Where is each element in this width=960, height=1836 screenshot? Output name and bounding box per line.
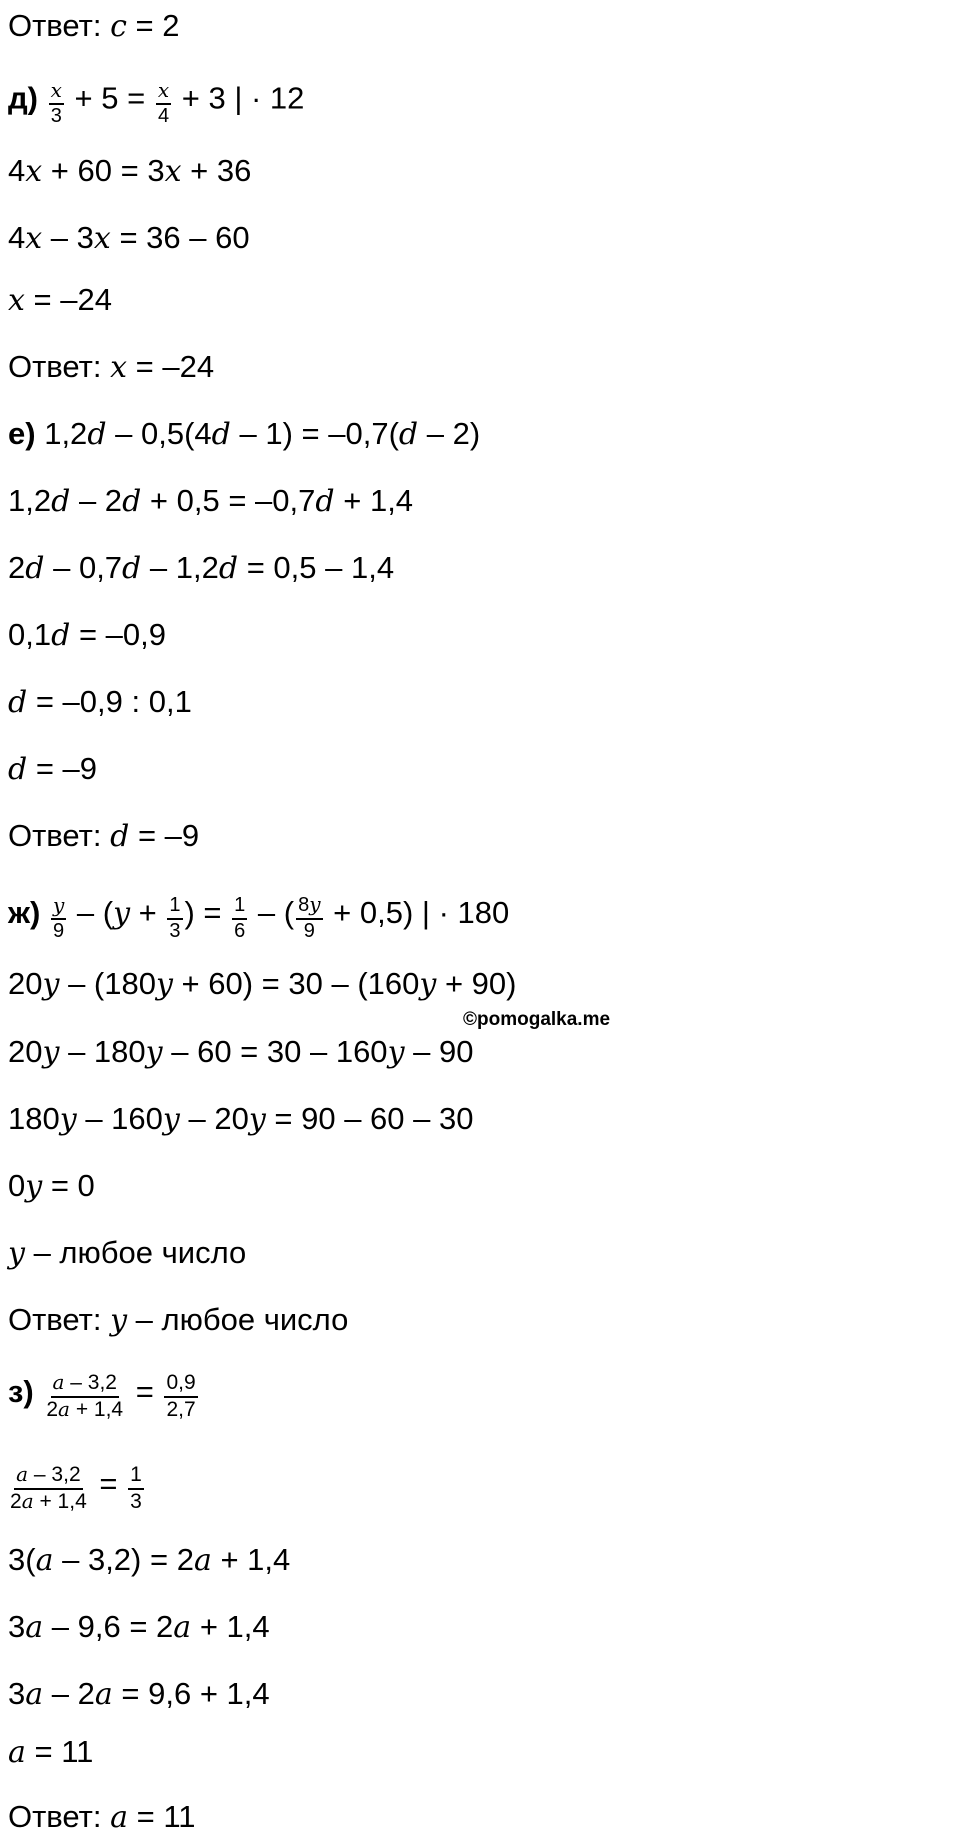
fraction	[164, 1371, 197, 1422]
variable: y	[155, 967, 173, 1002]
term: = 0	[50, 1168, 95, 1203]
variable: d	[8, 685, 28, 720]
variable: d	[218, 551, 239, 586]
term: 1,2	[44, 416, 88, 451]
term: +	[138, 895, 157, 931]
fraction-denominator	[44, 1398, 125, 1422]
term: + 60 = 3	[50, 153, 165, 188]
term: – 2)	[426, 416, 481, 451]
variable: d	[122, 551, 142, 586]
variable: x	[110, 350, 128, 385]
variable: a	[173, 1610, 192, 1645]
term: – 3,2) = 2	[62, 1542, 194, 1577]
equation-line	[8, 284, 112, 316]
variable: d	[110, 819, 130, 854]
expression: = 2	[135, 8, 180, 43]
variable: d	[122, 484, 142, 519]
expression: + 3 | · 12	[181, 80, 305, 116]
term: – 3	[50, 220, 94, 255]
variable: x	[8, 283, 25, 318]
answer-line-c	[8, 10, 180, 42]
variable: y	[8, 1236, 25, 1271]
term: + 1,4	[69, 1398, 124, 1422]
fraction	[128, 1463, 144, 1514]
term: – 0,7	[53, 550, 123, 585]
variable: a	[94, 1677, 113, 1712]
variable: d	[87, 417, 107, 452]
equation-line	[8, 1544, 290, 1576]
equation-e-header	[8, 418, 480, 450]
fraction	[49, 79, 64, 128]
fraction-denominator: 6	[234, 919, 246, 942]
answer-line-y	[8, 1304, 348, 1336]
fraction-numerator: 1	[167, 894, 182, 920]
term: + 1,4	[343, 483, 414, 518]
fraction-numerator	[14, 1463, 82, 1490]
variable: d	[398, 417, 419, 452]
variable: a	[8, 1735, 26, 1770]
term: – 180	[68, 1034, 146, 1069]
variable: a	[35, 1543, 54, 1578]
fraction	[167, 894, 182, 943]
fraction-numerator: 1	[232, 894, 247, 920]
expression: + 5 =	[74, 80, 146, 116]
term: = 9,6 + 1,4	[121, 1676, 270, 1711]
answer-line-x	[8, 351, 214, 383]
term: – 60 = 30 – 160	[171, 1034, 388, 1069]
variable: d	[315, 484, 335, 519]
term: 8	[298, 894, 310, 916]
variable: a	[193, 1543, 212, 1578]
term: 20	[8, 1034, 43, 1069]
problem-label: з)	[8, 1373, 34, 1409]
fraction-numerator	[51, 1371, 119, 1398]
watermark: ©pomogalka.me	[463, 1009, 611, 1030]
term: = –0,9	[78, 617, 167, 652]
term: – любое число	[33, 1235, 247, 1270]
term: 3	[8, 1609, 26, 1644]
expression: = –9	[137, 818, 200, 853]
equation-line	[8, 485, 413, 517]
expression: = –24	[135, 349, 215, 384]
term: = –9	[35, 751, 98, 786]
term: 0,1	[8, 617, 52, 652]
fraction-numerator: x	[49, 79, 64, 105]
term: + 60) = 30 – (160	[181, 966, 420, 1001]
term: = –0,9 : 0,1	[35, 684, 192, 719]
term: – 3,2	[64, 1371, 117, 1394]
variable: d	[8, 752, 28, 787]
term: 3	[8, 1676, 26, 1711]
term: – (	[76, 895, 114, 931]
fraction	[51, 894, 66, 943]
variable: y	[419, 967, 437, 1002]
answer-line-a	[8, 1801, 196, 1833]
variable: y	[387, 1035, 405, 1070]
fraction	[44, 1371, 125, 1422]
variable: a	[110, 1800, 128, 1835]
term: 2	[10, 1490, 22, 1514]
term: = 90 – 60 – 30	[274, 1101, 474, 1136]
variable: y	[25, 1169, 43, 1204]
variable: x	[93, 221, 111, 256]
answer-label: Ответ:	[8, 349, 102, 384]
fraction-denominator: 3	[169, 919, 181, 942]
term: – 20	[188, 1101, 249, 1136]
term: = 11	[34, 1734, 94, 1769]
term: – 1,2	[149, 550, 219, 585]
variable: a	[21, 1489, 34, 1514]
variable: a	[58, 1397, 70, 1422]
term: 0	[8, 1168, 26, 1203]
variable: c	[110, 9, 127, 44]
equation-line	[8, 1036, 473, 1068]
term: – (180	[68, 966, 156, 1001]
equation-line	[8, 1678, 270, 1710]
fraction-denominator: 4	[157, 105, 170, 127]
expression: = 11	[136, 1799, 196, 1834]
problem-label: д)	[8, 80, 39, 116]
equation-line	[8, 686, 192, 718]
variable: d	[211, 417, 231, 452]
equation-zh-header	[8, 890, 509, 940]
equation-d-header	[8, 76, 304, 125]
term: + 90)	[444, 966, 517, 1001]
variable: y	[42, 967, 60, 1002]
problem-label: е)	[8, 416, 36, 451]
variable: a	[16, 1462, 29, 1486]
answer-label: Ответ:	[8, 8, 102, 43]
term: – 2	[51, 1676, 95, 1711]
term: + 36	[190, 153, 252, 188]
term: + 1,4	[33, 1490, 87, 1514]
term: 1,2	[8, 483, 52, 518]
term: 180	[8, 1101, 60, 1136]
term: + 1,4	[199, 1609, 270, 1644]
term: – 160	[85, 1101, 163, 1136]
term: 20	[8, 966, 43, 1001]
variable: a	[25, 1610, 44, 1645]
variable: d	[25, 551, 45, 586]
variable: d	[51, 618, 71, 653]
term: 3(	[8, 1542, 36, 1577]
variable: a	[52, 1370, 65, 1394]
term: – 2	[78, 483, 123, 518]
fraction-denominator: 3	[130, 1490, 142, 1514]
answer-label: Ответ:	[8, 818, 102, 853]
equation-line	[8, 1736, 93, 1768]
variable: y	[59, 1102, 77, 1137]
fraction	[296, 893, 322, 943]
variable: y	[309, 892, 321, 916]
term: 2	[46, 1398, 59, 1422]
answer-line-d	[8, 820, 199, 852]
fraction	[232, 894, 247, 943]
equation-line	[8, 155, 251, 187]
term: ) =	[184, 895, 222, 931]
term: – 3,2	[28, 1463, 81, 1486]
fraction-denominator: 2,7	[166, 1398, 196, 1422]
term: = 0,5 – 1,4	[246, 550, 395, 585]
term: – 0,5(4	[115, 416, 212, 451]
fraction-numerator: x	[156, 79, 171, 105]
variable: y	[145, 1035, 163, 1070]
answer-label: Ответ:	[8, 1799, 102, 1834]
term: – 90	[413, 1034, 474, 1069]
variable: x	[25, 154, 43, 189]
term: + 0,5 = –0,7	[149, 483, 316, 518]
problem-label: ж)	[8, 895, 41, 931]
term: = –24	[33, 282, 112, 317]
fraction	[156, 79, 171, 128]
equation-line	[8, 753, 97, 785]
variable: y	[248, 1102, 266, 1137]
variable: y	[113, 896, 131, 932]
fraction-numerator: y	[51, 894, 66, 920]
variable: x	[164, 154, 182, 189]
term: 4	[8, 220, 26, 255]
fraction-denominator: 9	[53, 919, 65, 942]
equation-line	[8, 619, 166, 651]
equation-z-header	[8, 1368, 200, 1422]
term: =	[135, 1373, 154, 1409]
term: – 9,6 = 2	[51, 1609, 174, 1644]
fraction-denominator	[8, 1490, 89, 1514]
expression: – любое число	[135, 1302, 349, 1337]
term: = 36 – 60	[119, 220, 250, 255]
term: 4	[8, 153, 26, 188]
equation-line	[8, 968, 517, 1000]
term: + 0,5) | · 180	[333, 895, 510, 931]
term: – (	[257, 895, 295, 931]
fraction-numerator: 0,9	[164, 1371, 197, 1398]
variable: y	[42, 1035, 60, 1070]
fraction-numerator	[296, 893, 322, 920]
variable: a	[25, 1677, 44, 1712]
term: + 1,4	[220, 1542, 291, 1577]
term: =	[99, 1465, 118, 1501]
fraction-denominator: 3	[50, 105, 62, 127]
fraction-denominator: 9	[303, 920, 315, 942]
equation-line	[8, 552, 394, 584]
fraction	[8, 1463, 89, 1514]
variable: y	[110, 1303, 128, 1338]
equation-line	[8, 1103, 473, 1135]
equation-line	[8, 1170, 95, 1202]
variable: d	[51, 484, 71, 519]
equation-line	[8, 222, 250, 254]
answer-label: Ответ:	[8, 1302, 102, 1337]
fraction-numerator: 1	[128, 1463, 144, 1490]
term: – 1) = –0,7(	[239, 416, 399, 451]
equation-line	[8, 1237, 246, 1269]
equation-line	[8, 1460, 146, 1514]
equation-line	[8, 1611, 270, 1643]
term: 2	[8, 550, 26, 585]
variable: y	[162, 1102, 180, 1137]
variable: x	[25, 221, 43, 256]
